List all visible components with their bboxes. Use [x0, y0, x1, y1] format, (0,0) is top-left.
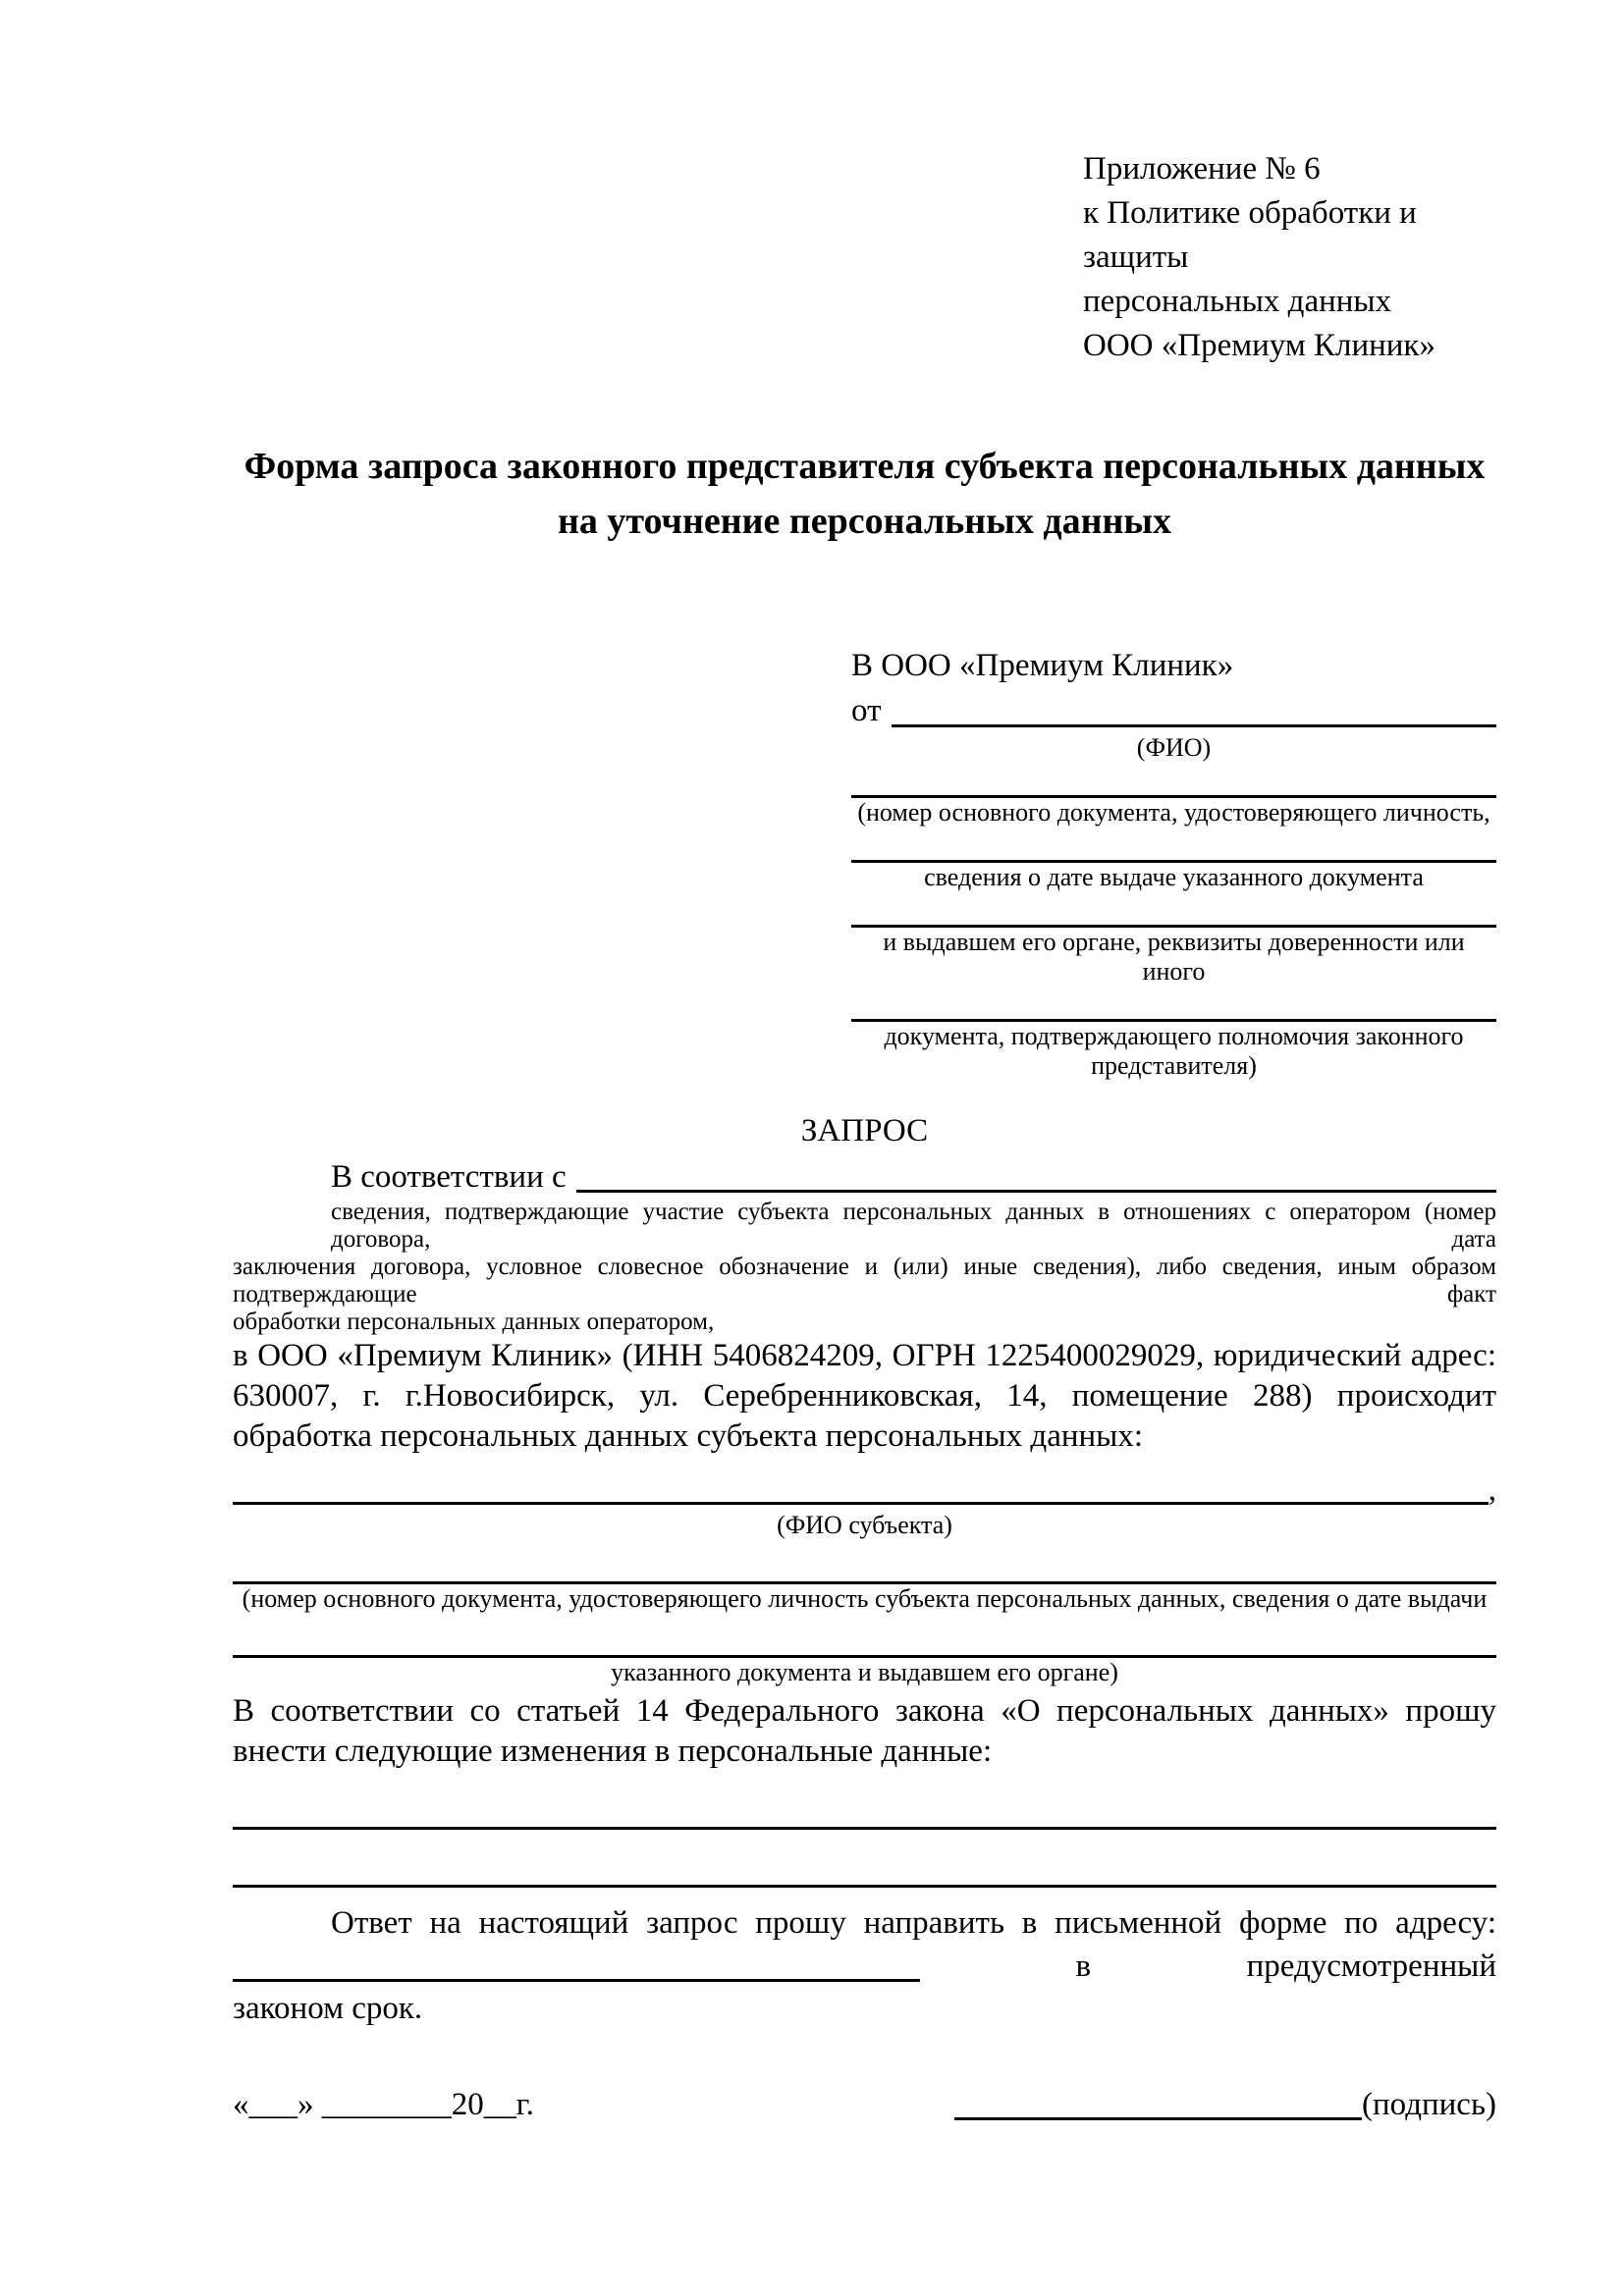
appendix-line: персональных данных — [1083, 284, 1392, 319]
signature-blank-line — [954, 2082, 1362, 2120]
note-line: сведения, подтверждающие участие субъекта персональных данных в отношениях с оператором (номер договора, дата — [331, 1199, 1496, 1253]
id-field-blank-line — [851, 763, 1496, 798]
subject-fio-row — [233, 1470, 1496, 1511]
subject-fio-comma: , — [1488, 1472, 1496, 1508]
request-heading: ЗАПРОС — [800, 1113, 929, 1148]
statement-paragraph — [233, 1691, 1496, 1772]
appendix-line: к Политике обработки и защиты — [1083, 195, 1417, 275]
subject-fio-caption: (ФИО субъекта) — [777, 1511, 952, 1539]
answer-paragraph — [233, 1903, 1496, 2029]
id-field-blank-line — [851, 892, 1496, 928]
signature-row — [233, 2082, 1496, 2127]
answer-word-v: в — [1075, 1949, 1092, 1984]
id-field-blank-line — [851, 987, 1496, 1022]
statement-line: внести следующие изменения в персональные данные: — [233, 1734, 993, 1769]
operator-line: 630007, г. г.Новосибирск, ул. Серебренниковская, 14, помещение 288) происходит — [233, 1378, 1496, 1414]
appendix-block — [1083, 147, 1496, 368]
from-row — [851, 688, 1496, 733]
statement-line: В соответствии со статьей 14 Федерального закона «О персональных данных» прошу — [233, 1693, 1496, 1729]
title-line-2: на уточнение персональных данных — [557, 501, 1172, 542]
id-field-caption: сведения о дате выдаче указанного документа — [924, 863, 1424, 891]
id-field — [851, 763, 1496, 828]
intro-blank-line — [576, 1155, 1496, 1193]
id-field — [851, 828, 1496, 892]
from-label: от — [851, 693, 882, 728]
address-blank-line — [233, 1944, 920, 1982]
addressee-to: В ООО «Премиум Клиник» — [851, 648, 1234, 683]
answer-line-3: законом срок. — [233, 1991, 423, 2026]
signature-field — [954, 2082, 1496, 2127]
addressee-block — [851, 643, 1496, 1081]
id-field — [851, 892, 1496, 987]
subject-doc-field — [233, 1540, 1496, 1614]
note-line: обработки персональных данных оператором, — [233, 1308, 715, 1335]
id-field-caption: и выдавшем его органе, реквизиты доверенности или иного — [883, 928, 1465, 986]
appendix-line: ООО «Премиум Клиник» — [1083, 328, 1435, 363]
subject-doc-field — [233, 1614, 1496, 1687]
fio-caption: (ФИО) — [1136, 733, 1212, 762]
changes-blank-line — [233, 1772, 1496, 1830]
id-field-caption: (номер основного документа, удостоверяющего личность, — [857, 798, 1490, 827]
intro-note — [233, 1199, 1496, 1336]
answer-fill-row — [233, 1944, 1496, 1989]
id-field-blank-line — [851, 828, 1496, 863]
answer-word-term: предусмотренный — [1246, 1949, 1496, 1984]
note-line: заключения договора, условное словесное обозначение и (или) иные сведения), либо сведения, иным образом подтверждающие факт — [233, 1254, 1496, 1308]
operator-line: в ООО «Премиум Клиник» (ИНН 5406824209, ОГРН 1225400029029, юридический адрес: — [233, 1338, 1496, 1373]
intro-prefix: В соответствии с — [331, 1159, 567, 1195]
date-field: «___» ________20__г. — [233, 2087, 534, 2122]
fio-blank-line — [892, 688, 1497, 727]
answer-line-1: Ответ на настоящий запрос прошу направить в письменной форме по адресу: — [331, 1905, 1496, 1941]
operator-line: обработка персональных данных субъекта персональных данных: — [233, 1418, 1143, 1454]
subject-doc-blank-line — [233, 1614, 1496, 1658]
intro-row — [233, 1155, 1496, 1199]
subject-fio-blank-line — [233, 1470, 1489, 1505]
changes-blank-line — [233, 1830, 1496, 1888]
id-field — [851, 987, 1496, 1081]
title-line-1: Форма запроса законного представителя субъекта персональных данных — [244, 446, 1486, 487]
form-title — [233, 439, 1496, 549]
id-field-caption: документа, подтверждающего полномочия законного представителя) — [884, 1022, 1464, 1080]
appendix-line: Приложение № 6 — [1083, 151, 1321, 187]
subject-doc-blank-line — [233, 1540, 1496, 1584]
signature-caption: (подпись) — [1362, 2087, 1496, 2122]
subject-doc-caption: (номер основного документа, удостоверяющего личность субъекта персональных данных, сведения о дате выдачи — [242, 1584, 1488, 1613]
subject-doc-caption: указанного документа и выдавшем его органе) — [611, 1658, 1118, 1686]
operator-paragraph — [233, 1336, 1496, 1457]
